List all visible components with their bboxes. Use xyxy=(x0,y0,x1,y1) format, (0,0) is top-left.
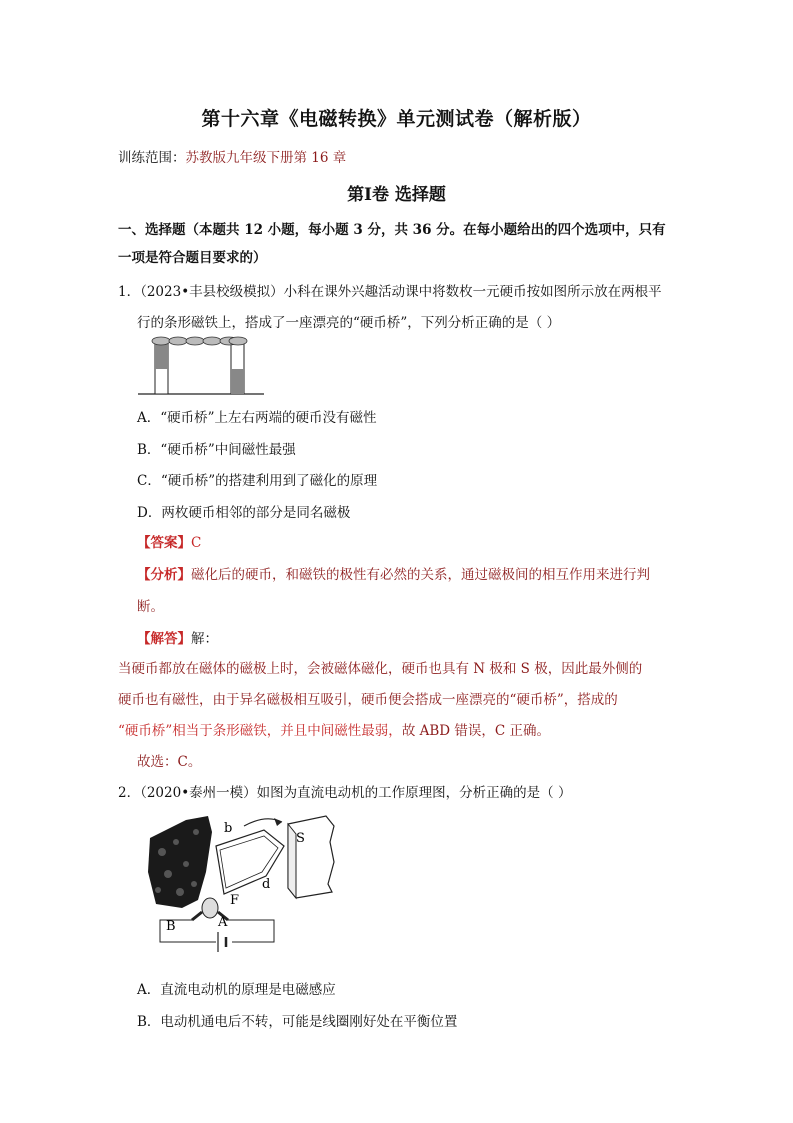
coins xyxy=(152,337,247,345)
coin-bridge-figure xyxy=(138,334,266,398)
q1-answer xyxy=(137,531,201,551)
section-title: 第Ⅰ卷 选择题 xyxy=(347,185,446,205)
solution-tag: 【解答】 xyxy=(137,631,191,647)
q1-solution-line-2: 硬币也有磁性，由于异名磁极相互吸引，硬币便会搭成一座漂亮的“硬币桥”，搭成的 xyxy=(118,692,618,708)
page-title: 第十六章《电磁转换》单元测试卷（解析版） xyxy=(201,108,592,130)
coil xyxy=(216,830,284,894)
q1-solution-line-1: 当硬币都放在磁体的磁极上时，会被磁体磁化，硬币也具有 N 极和 S 极，因此最外侧的 xyxy=(118,661,643,677)
label-b-brush: B xyxy=(166,919,176,934)
label-d: d xyxy=(262,877,271,892)
q1-analysis-line-2: 断。 xyxy=(137,599,164,615)
label-f: F xyxy=(230,893,240,908)
q1-option-a: A．“硬币桥”上左右两端的硬币没有磁性 xyxy=(137,410,377,426)
q1-option-b: B．“硬币桥”中间磁性最强 xyxy=(137,442,296,458)
q1-solution-line-3 xyxy=(118,719,550,739)
solution-last-red: “硬币桥”相当于条形磁铁，并且中间磁性最弱， xyxy=(118,723,402,739)
instruction-line-2: 一项是符合题目要求的） xyxy=(118,250,267,266)
scope-label: 训练范围： xyxy=(118,150,186,166)
coin xyxy=(203,337,221,345)
solution-last-black: 故 ABD 错误，C 正确。 xyxy=(401,723,551,739)
right-magnet-pole xyxy=(231,369,244,394)
q2-option-b: B．电动机通电后不转，可能是线圈刚好处在平衡位置 xyxy=(137,1014,458,1030)
coin xyxy=(152,337,170,345)
coin xyxy=(186,337,204,345)
dc-motor-figure xyxy=(146,812,356,962)
analysis-text-1: 磁化后的硬币，和磁铁的极性有必然的关系，通过磁极间的相互作用来进行判 xyxy=(191,567,650,583)
instruction-line-1: 一、选择题（本题共 12 小题，每小题 3 分，共 36 分。在每小题给出的四个选项中，只有 xyxy=(118,222,666,238)
q1-choice: 故选：C。 xyxy=(137,754,202,770)
analysis-tag: 【分析】 xyxy=(137,567,191,583)
q1-option-c: C．“硬币桥”的搭建利用到了磁化的原理 xyxy=(137,473,378,489)
q1-option-d: D．两枚硬币相邻的部分是同名磁极 xyxy=(137,505,351,521)
q1-analysis-line-1 xyxy=(137,563,650,583)
coin xyxy=(169,337,187,345)
training-scope xyxy=(118,146,346,166)
q1-solution-head xyxy=(137,627,218,647)
brush-b xyxy=(192,912,202,920)
q1-stem-line-2: 行的条形磁铁上，搭成了一座漂亮的“硬币桥”，下列分析正确的是（ ） xyxy=(137,315,561,331)
q2-stem: 2．（2020•泰州一模）如图为直流电动机的工作原理图，分析正确的是（ ） xyxy=(118,785,572,801)
coin xyxy=(229,337,247,345)
q2-option-a: A．直流电动机的原理是电磁感应 xyxy=(137,982,336,998)
commutator xyxy=(202,898,218,918)
solution-head: 解： xyxy=(191,631,218,647)
label-b-coil: b xyxy=(224,821,233,836)
answer-tag: 【答案】 xyxy=(137,535,191,551)
circuit-right xyxy=(228,920,274,942)
label-a: A xyxy=(218,915,228,930)
left-magnet-pole xyxy=(155,344,168,369)
label-s: S xyxy=(296,831,305,846)
answer-value: C xyxy=(191,535,202,551)
q1-stem-line-1: 1．（2023•丰县校级模拟）小科在课外兴趣活动课中将数枚一元硬币按如图所示放在两根平 xyxy=(118,284,662,300)
scope-value: 苏教版九年级下册第 16 章 xyxy=(185,150,347,166)
